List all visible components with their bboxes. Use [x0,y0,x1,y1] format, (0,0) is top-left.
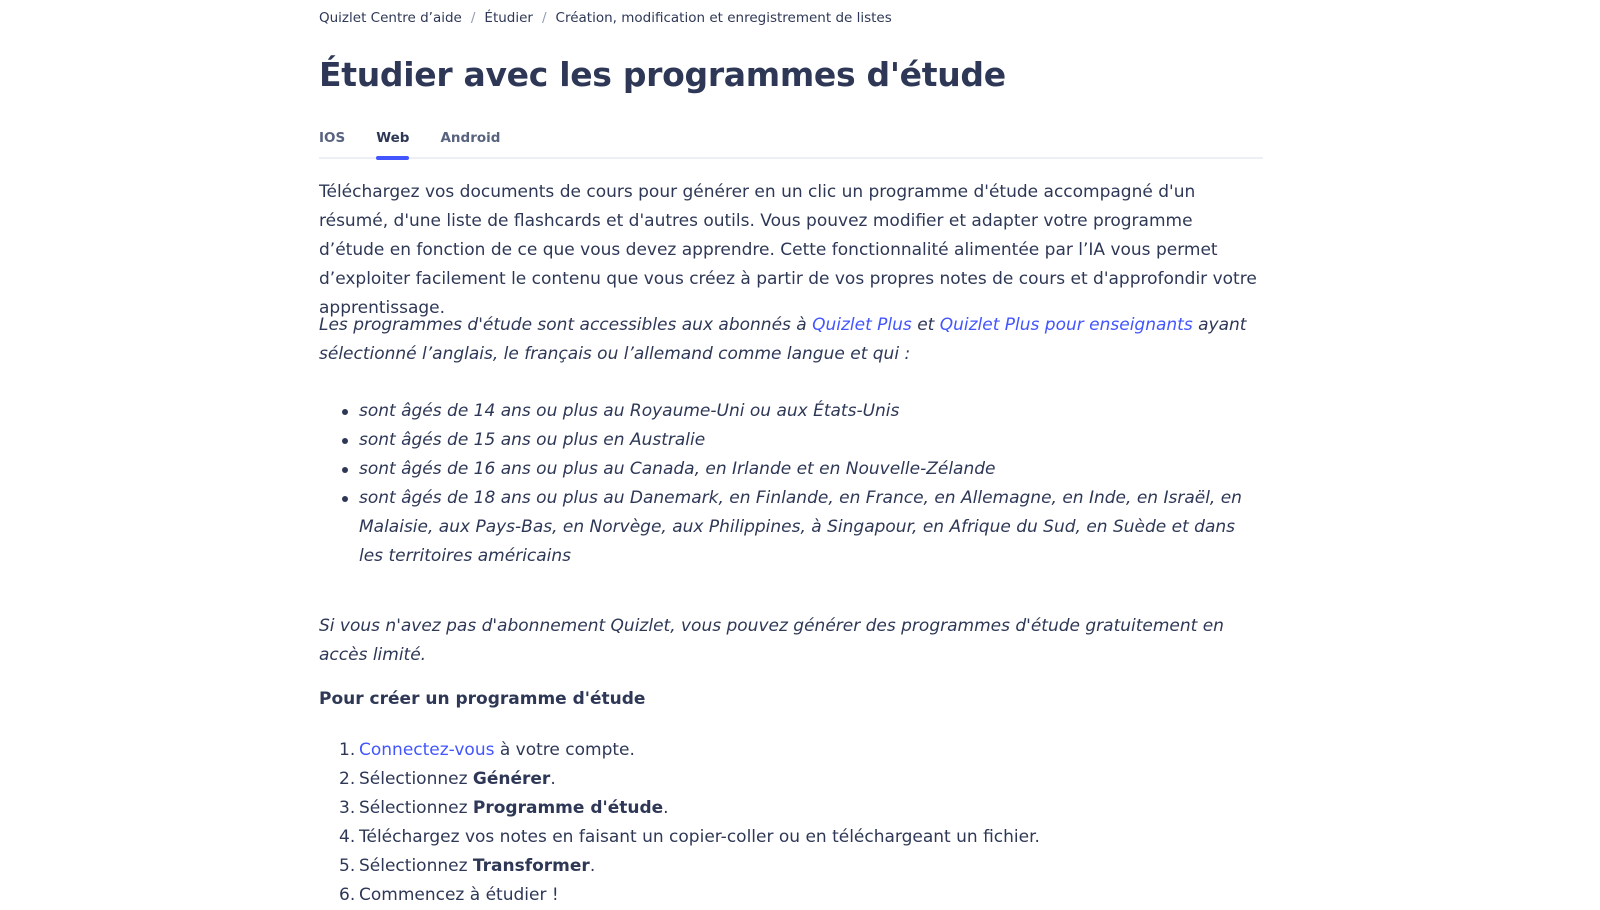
availability-middle: et [911,315,940,335]
list-item: sont âgés de 14 ans ou plus au Royaume-Uni ou aux États-Unis [319,397,1263,426]
step-text: Commencez à étudier ! [359,885,559,905]
steps-list [319,736,1263,910]
step-emphasis: Générer [472,769,551,789]
step-item [319,736,1263,765]
step-item [319,823,1263,852]
section-heading: Pour créer un programme d'étude [319,689,646,709]
step-number: 6. [339,885,356,905]
breadcrumb-link-study[interactable]: Étudier [484,10,533,26]
step-text: Sélectionnez [359,798,473,818]
step-text: . [663,798,669,818]
tab-ios[interactable]: IOS [319,130,346,146]
intro-paragraph: Téléchargez vos documents de cours pour générer en un clic un programme d'étude accompagné d'un résumé, d'une liste de flashcards et d'autres outils. Vous pouvez modifier et adapter votre programme d’étude en fonction de ce que vous devez apprendre. Cette fonctionnalité alimentée par l’IA vous permet d’exploiter facilement le contenu que vous créez à partir de vos propres notes de cours et d'approfondir votre apprentissage. [319,182,1257,318]
page-title: Étudier avec les programmes d'étude [319,55,1006,94]
list-item: sont âgés de 15 ans ou plus en Australie [319,426,1263,455]
step-item [319,794,1263,823]
availability-paragraph [319,311,1263,369]
platform-tabs [319,130,1263,159]
tab-android[interactable]: Android [440,130,501,146]
breadcrumb-separator: / [541,10,547,26]
step-item [319,881,1263,910]
availability-prefix: Les programmes d'étude sont accessibles aux abonnés à [319,315,813,335]
age-requirements-list [319,397,1263,571]
tab-web[interactable]: Web [376,130,409,157]
step-number: 3. [339,798,356,818]
free-access-note: Si vous n'avez pas d'abonnement Quizlet, vous pouvez générer des programmes d'étude gratuitement en accès limité. [319,616,1224,665]
step-emphasis: Transformer [472,856,590,876]
step-number: 2. [339,769,356,789]
step-item [319,852,1263,881]
step-text: Téléchargez vos notes en faisant un copier-coller ou en téléchargeant un fichier. [359,827,1040,847]
step-text: Sélectionnez [359,856,473,876]
quizlet-plus-link[interactable]: Quizlet Plus [812,315,912,335]
step-text: . [550,769,556,789]
step-text: à votre compte. [494,740,635,760]
step-item [319,765,1263,794]
step-number: 5. [339,856,356,876]
step-number: 4. [339,827,356,847]
step-text: Sélectionnez [359,769,473,789]
sign-in-link[interactable]: Connectez-vous [359,740,495,760]
step-number: 1. [339,740,356,760]
breadcrumb [319,10,892,26]
list-item: sont âgés de 16 ans ou plus au Canada, en Irlande et en Nouvelle-Zélande [319,455,1263,484]
breadcrumb-separator: / [470,10,476,26]
list-item: sont âgés de 18 ans ou plus au Danemark, en Finlande, en France, en Allemagne, en Inde, en Israël, en Malaisie, aux Pays-Bas, en Norvège, aux Philippines, à Singapour, en Afrique du Sud, en Suède et dans les territoires américains [319,484,1263,571]
step-text: . [589,856,596,876]
availability-suffix: ayant sélectionné l’anglais, le français ou l’allemand comme langue et qui : [319,315,1247,364]
quizlet-plus-teachers-link[interactable]: Quizlet Plus pour enseignants [939,315,1193,335]
breadcrumb-link-help-center[interactable]: Quizlet Centre d’aide [319,10,462,26]
breadcrumb-link-lists[interactable]: Création, modification et enregistrement de listes [555,10,892,26]
step-emphasis: Programme d'étude [472,798,664,818]
